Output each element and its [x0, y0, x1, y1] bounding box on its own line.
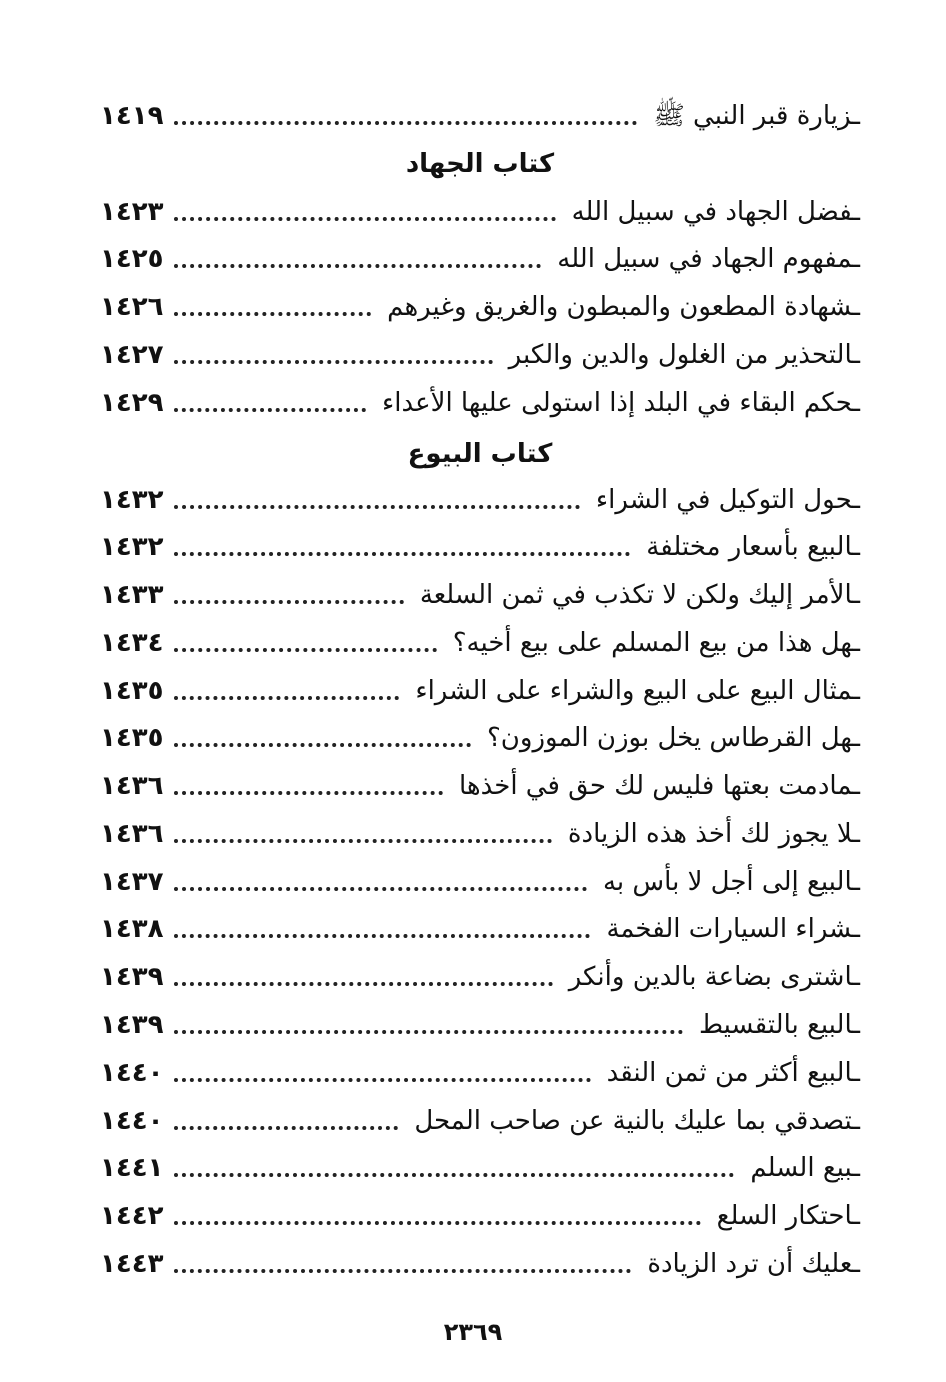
toc-entry-page: ١٤٣٥	[100, 676, 164, 706]
toc-leader-dots	[174, 648, 437, 652]
toc-leader-dots	[174, 743, 471, 747]
toc-entry-title: ـمادمت بعتها فليس لك حق في أخذها	[458, 771, 860, 801]
toc-entry	[100, 623, 860, 663]
toc-entry	[100, 192, 860, 232]
toc-entry	[100, 239, 860, 279]
toc-entry-title: ـمفهوم الجهاد في سبيل الله	[557, 244, 860, 274]
toc-entry-title: ـزيارة قبر النبي ﷺ	[653, 101, 860, 131]
toc-entry-page: ١٤٣٢	[100, 485, 164, 515]
toc-entry	[100, 1148, 860, 1188]
section-heading-buyu: كتاب البيوع	[407, 439, 553, 469]
toc-entry	[100, 383, 860, 423]
toc-entry	[100, 909, 860, 949]
toc-entry-title: ـعليك أن ترد الزيادة	[647, 1249, 860, 1279]
toc-leader-dots	[174, 934, 590, 938]
toc-entry	[100, 1244, 860, 1284]
toc-entry-title: ـهل القرطاس يخل بوزن الموزون؟	[487, 723, 860, 753]
toc-entry	[100, 287, 860, 327]
toc-entry-title: ـالأمر إليك ولكن لا تكذب في ثمن السلعة	[419, 580, 860, 610]
toc-entry-title: ـشراء السيارات الفخمة	[606, 914, 860, 944]
toc-entry-title: ـحكم البقاء في البلد إذا استولى عليها الأعداء	[382, 388, 860, 418]
toc-entry-page: ١٤٣٢	[100, 532, 164, 562]
toc-entry	[100, 96, 860, 136]
toc-entry-title: ـلا يجوز لك أخذ هذه الزيادة	[567, 819, 860, 849]
toc-entry-title: ـالتحذير من الغلول والدين والكبر	[508, 340, 860, 370]
toc-entry-title: ـحول التوكيل في الشراء	[595, 485, 860, 515]
toc-entry	[100, 671, 860, 711]
toc-leader-dots	[174, 121, 637, 125]
toc-leader-dots	[174, 217, 556, 221]
toc-entry-title: ـبيع السلم	[750, 1153, 860, 1183]
toc-entry-page: ١٤١٩	[100, 101, 164, 131]
toc-entry-title: ـمثال البيع على البيع والشراء على الشراء	[415, 676, 860, 706]
toc-leader-dots	[174, 1269, 631, 1273]
toc-entry-title: ـاشترى بضاعة بالدين وأنكر	[568, 962, 860, 992]
toc-entry-page: ١٤٤١	[100, 1153, 164, 1183]
toc-entry-title: ـشهادة المطعون والمبطون والغريق وغيرهم	[387, 292, 860, 322]
toc-entry	[100, 1053, 860, 1093]
toc-entry	[100, 862, 860, 902]
toc-entry	[100, 527, 860, 567]
toc-entry-title: ـتصدقي بما عليك بالنية عن صاحب المحل	[414, 1106, 860, 1136]
toc-entry-page: ١٤٢٦	[100, 292, 164, 322]
toc-leader-dots	[174, 600, 404, 604]
toc-entry-title: ـالبيع إلى أجل لا بأس به	[602, 867, 860, 897]
toc-entry-title: ـهل هذا من بيع المسلم على بيع أخيه؟	[452, 628, 860, 658]
toc-leader-dots	[174, 552, 630, 556]
toc-entry-title: ـالبيع بأسعار مختلفة	[646, 532, 860, 562]
toc-entry-page: ١٤٣٥	[100, 723, 164, 753]
toc-entry-title: ـفضل الجهاد في سبيل الله	[571, 197, 860, 227]
toc-entry-page: ١٤٤٣	[100, 1249, 164, 1279]
toc-leader-dots	[174, 791, 443, 795]
toc-entry-page: ١٤٣٩	[100, 962, 164, 992]
toc-leader-dots	[174, 505, 580, 509]
toc-leader-dots	[174, 312, 371, 316]
toc-entry-page: ١٤٢٧	[100, 340, 164, 370]
toc-leader-dots	[174, 982, 553, 986]
page-number: ٢٣٦٩	[443, 1318, 503, 1346]
toc-entry-title: ـاحتكار السلع	[716, 1201, 860, 1231]
toc-leader-dots	[174, 1030, 683, 1034]
toc-leader-dots	[174, 696, 399, 700]
toc-entry-page: ١٤٣٦	[100, 819, 164, 849]
toc-leader-dots	[174, 264, 541, 268]
toc-entry	[100, 480, 860, 520]
toc-entry-page: ١٤٣٦	[100, 771, 164, 801]
toc-entry	[100, 1196, 860, 1236]
toc-leader-dots	[174, 408, 366, 412]
toc-entry-page: ١٤٤٢	[100, 1201, 164, 1231]
toc-entry	[100, 575, 860, 615]
toc-leader-dots	[174, 839, 552, 843]
toc-entry-page: ١٤٤٠	[100, 1058, 164, 1088]
toc-leader-dots	[174, 360, 493, 364]
toc-leader-dots	[174, 1221, 701, 1225]
toc-entry-page: ١٤٣٣	[100, 580, 164, 610]
toc-leader-dots	[174, 1126, 398, 1130]
toc-entry-page: ١٤٢٩	[100, 388, 164, 418]
toc-entry	[100, 1101, 860, 1141]
toc-entry	[100, 957, 860, 997]
toc-entry-page: ١٤٤٠	[100, 1106, 164, 1136]
toc-entry	[100, 718, 860, 758]
toc-entry-page: ١٤٣٧	[100, 867, 164, 897]
toc-entry	[100, 1005, 860, 1045]
toc-entry-page: ١٤٢٣	[100, 197, 164, 227]
toc-leader-dots	[174, 1173, 734, 1177]
toc-entry-page: ١٤٣٤	[100, 628, 164, 658]
toc-entry	[100, 814, 860, 854]
toc-entry	[100, 766, 860, 806]
toc-entry-title: ـالبيع بالتقسيط	[698, 1010, 860, 1040]
toc-entry	[100, 335, 860, 375]
toc-entry-page: ١٤٣٩	[100, 1010, 164, 1040]
toc-entry-page: ١٤٢٥	[100, 244, 164, 274]
toc-entry-page: ١٤٣٨	[100, 914, 164, 944]
toc-entry-title: ـالبيع أكثر من ثمن النقد	[606, 1058, 860, 1088]
section-heading-jihad: كتاب الجهاد	[405, 149, 555, 179]
toc-leader-dots	[174, 1078, 591, 1082]
toc-leader-dots	[174, 887, 587, 891]
